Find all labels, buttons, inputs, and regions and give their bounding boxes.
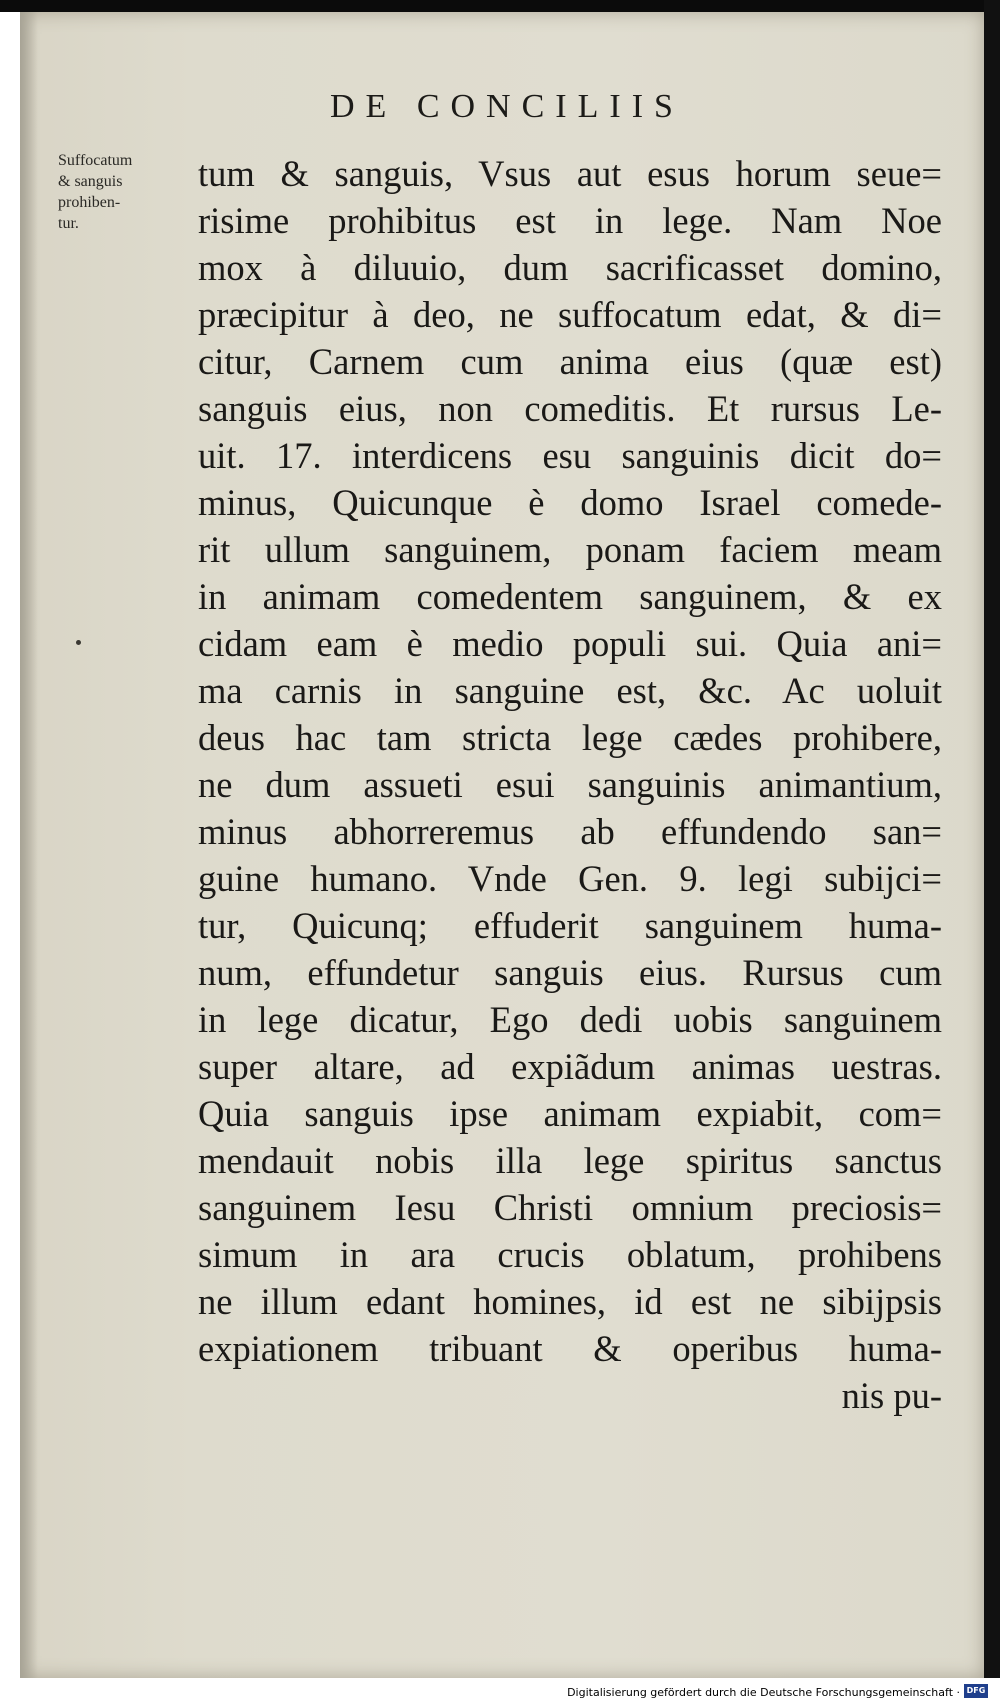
text-line: minus abhorreremus ab effundendo san=	[198, 811, 942, 852]
text-line: super altare, ad expiãdum animas uestras.	[198, 1046, 942, 1087]
text-line: deus hac tam stricta lege cædes prohibere,	[198, 717, 942, 758]
text-line: guine humano. Vnde Gen. 9. legi subijci=	[198, 858, 942, 899]
text-line: in animam comedentem sanguinem, & ex	[198, 576, 942, 617]
text-line: ne illum edant homines, id est ne sibijpsis	[198, 1281, 942, 1322]
text-line: ne dum assueti esui sanguinis animantium,	[198, 764, 942, 805]
text-line: mox à diluuio, dum sacrificasset domino,	[198, 247, 942, 288]
body-text	[198, 150, 942, 1419]
text-line: tur, Quicunq; effuderit sanguinem huma-	[198, 905, 942, 946]
scan-right-edge	[984, 0, 1000, 1708]
text-line: rit ullum sanguinem, ponam faciem meam	[198, 529, 942, 570]
text-line: expiationem tribuant & operibus huma-	[198, 1328, 942, 1369]
text-line: præcipitur à deo, ne suffocatum edat, & di=	[198, 294, 942, 335]
text-line: sanguinem Iesu Christi omnium preciosis=	[198, 1187, 942, 1228]
margin-note-line: tur.	[58, 215, 79, 232]
text-line: tum & sanguis, Vsus aut esus horum seue=	[198, 153, 942, 194]
margin-note-line: Suffocatum	[58, 152, 133, 169]
text-line: sanguis eius, non comeditis. Et rursus Le-	[198, 388, 942, 429]
catchword-line: nis pu-	[841, 1375, 942, 1416]
funding-credit: Digitalisierung gefördert durch die Deutsche Forschungsgemeinschaft ·	[567, 1686, 960, 1699]
page-spine-shadow	[20, 12, 38, 1678]
text-line: ma carnis in sanguine est, &c. Ac uoluit	[198, 670, 942, 711]
text-line: uit. 17. interdicens esu sanguinis dicit do=	[198, 435, 942, 476]
text-line: num, effundetur sanguis eius. Rursus cum	[198, 952, 942, 993]
dfg-logo: DFG	[964, 1684, 988, 1698]
text-line: risime prohibitus est in lege. Nam Noe	[198, 200, 942, 241]
text-line: minus, Quicunque è domo Israel comede-	[198, 482, 942, 523]
text-line: cidam eam è medio populi sui. Quia ani=	[198, 623, 942, 664]
running-head: DE CONCILIIS	[330, 88, 684, 125]
text-line: Quia sanguis ipse animam expiabit, com=	[198, 1093, 942, 1134]
ink-speck	[76, 640, 81, 645]
text-line: citur, Carnem cum anima eius (quæ est)	[198, 341, 942, 382]
scan-top-edge	[0, 0, 1000, 12]
margin-note-line: prohiben-	[58, 194, 121, 211]
margin-note-line: & sanguis	[58, 173, 123, 190]
text-line: in lege dicatur, Ego dedi uobis sanguinem	[198, 999, 942, 1040]
text-line: simum in ara crucis oblatum, prohibens	[198, 1234, 942, 1275]
margin-note	[58, 150, 188, 234]
text-line: mendauit nobis illa lege spiritus sanctus	[198, 1140, 942, 1181]
